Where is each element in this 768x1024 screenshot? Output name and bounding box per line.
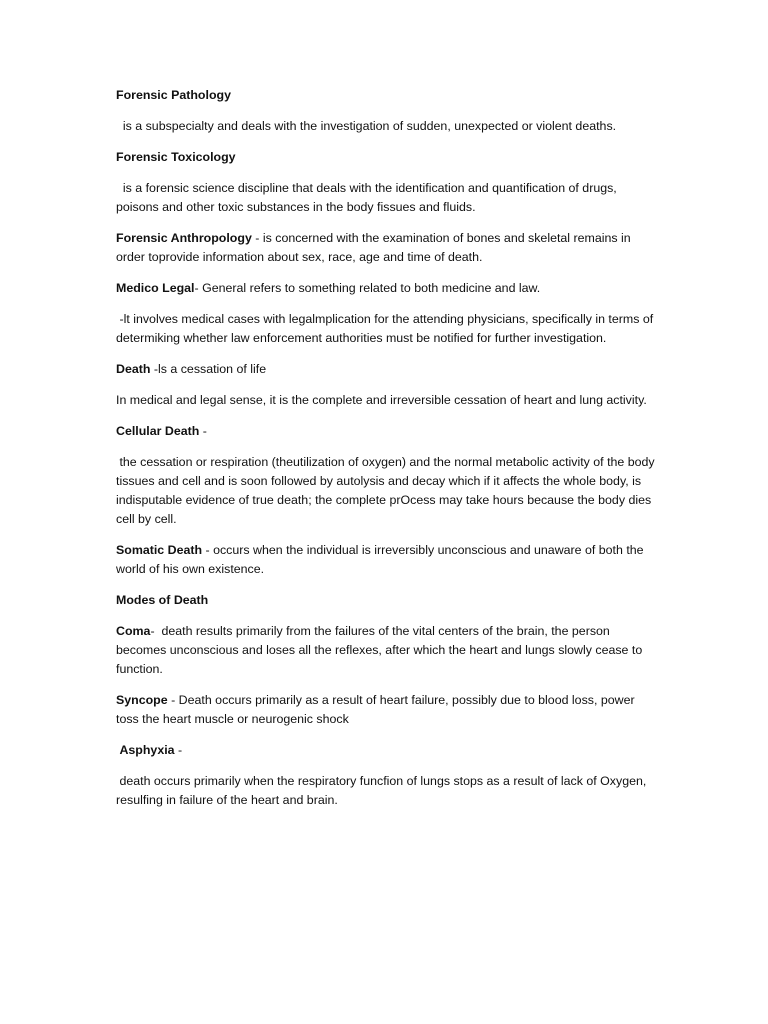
paragraph-text: the cessation or respiration (theutilization of oxygen) and the normal metabolic activity of the body tissues and cell and is soon followed by autolysis and decay which if it affects the whole body, is indisputable evidence of true death; the complete prOcess may take hours because the body dies cell by cell. [116,455,659,526]
term-label: Medico Legal [116,281,195,295]
term-label: Forensic Anthropology [116,231,252,245]
paragraph-text: - [199,424,207,438]
definition-coma [116,622,656,679]
term-label: Coma [116,624,151,638]
term-label: Asphyxia [116,743,175,757]
term-label: Death [116,362,151,376]
definition-forensic-anthropology [116,229,656,267]
paragraph-text: - [174,743,183,757]
paragraph-text: - death results primarily from the failures of the vital centers of the brain, the person becomes unconscious and loses all the reflexes, after which the heart and lungs slowly cease to function. [116,624,646,676]
definition-death [116,360,656,379]
paragraph-text: - is concerned with the examination of bones and skeletal remains in order toprovide information about sex, race, age and time of death. [116,231,635,264]
definition-forensic-toxicology [116,179,656,217]
heading-forensic-pathology [116,86,656,105]
term-label: Forensic Pathology [116,88,231,102]
paragraph-text: - General refers to something related to both medicine and law. [194,281,541,295]
definition-somatic-death [116,541,656,579]
paragraph-text: - Death occurs primarily as a result of heart failure, possibly due to blood loss, power toss the heart muscle or neurogenic shock [116,693,639,726]
term-label: Modes of Death [116,593,209,607]
paragraph-text: -ls a cessation of life [150,362,267,376]
definition-asphyxia [116,772,656,810]
paragraph-text: - occurs when the individual is irreversibly unconscious and unaware of both the world of his own existence. [116,543,648,576]
definition-syncope [116,691,656,729]
death-medical-legal-sense [116,391,656,410]
medico-legal-details [116,310,656,348]
term-label: Somatic Death [116,543,203,557]
document-page [116,86,659,822]
term-label: Forensic Toxicology [116,150,236,164]
term-label: Cellular Death [116,424,200,438]
heading-cellular-death [116,422,656,441]
paragraph-text: is a subspecialty and deals with the investigation of sudden, unexpected or violent deaths. [116,119,617,133]
definition-cellular-death [116,453,659,529]
paragraph-text: is a forensic science discipline that deals with the identification and quantification of drugs, poisons and other toxic substances in the body fissues and fluids. [116,181,621,214]
paragraph-text: death occurs primarily when the respiratory funcfion of lungs stops as a result of lack of Oxygen, resulfing in failure of the heart and brain. [116,774,650,807]
paragraph-text: -lt involves medical cases with legalmplication for the attending physicians, specifically in terms of determiking whether law enforcement authorities must be notified for further investigation. [116,312,657,345]
definition-medico-legal [116,279,656,298]
heading-forensic-toxicology [116,148,656,167]
term-label: Syncope [116,693,168,707]
heading-modes-of-death [116,591,656,610]
definition-forensic-pathology [116,117,656,136]
paragraph-text: In medical and legal sense, it is the complete and irreversible cessation of heart and lung activity. [116,393,647,407]
heading-asphyxia [116,741,656,760]
